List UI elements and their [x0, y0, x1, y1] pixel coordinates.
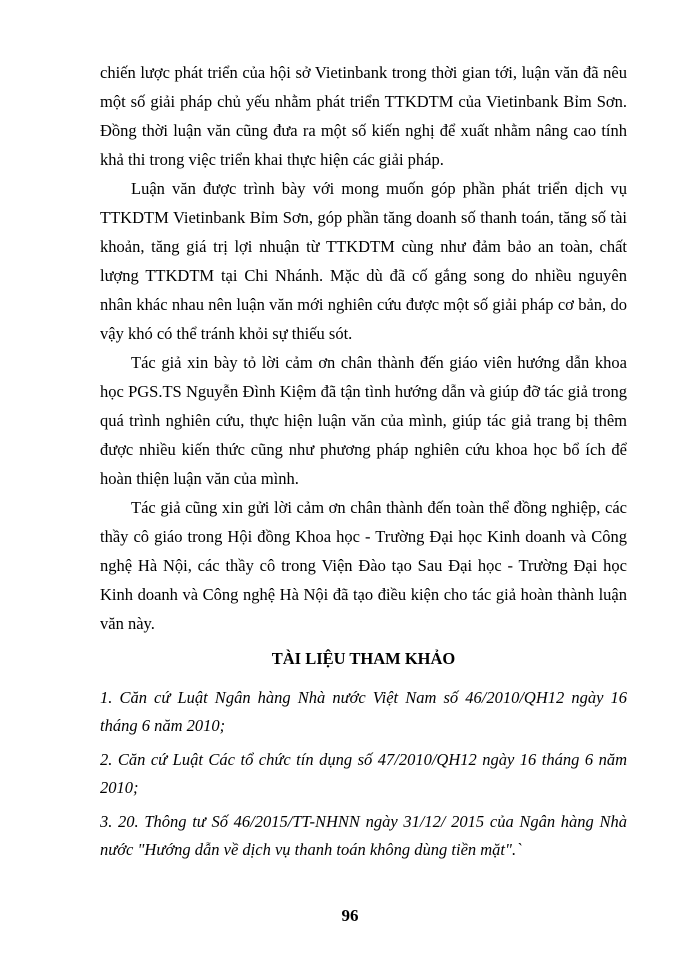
references-heading: TÀI LIỆU THAM KHẢO — [271, 649, 456, 668]
reference-item-3: 3. 20. Thông tư Số 46/2015/TT-NHNN ngày 31/12/ 2015 của Ngân hàng Nhà nước "Hướng dẫn về dịch vụ thanh toán không dùng tiền mặt".` — [100, 812, 627, 859]
body-paragraph-3: Tác giả xin bày tỏ lời cảm ơn chân thành đến giáo viên hướng dẫn khoa học PGS.TS Nguyễn Đình Kiệm đã tận tình hướng dẫn và giúp đỡ tác giả trong quá trình nghiên cứu, thực hiện luận văn của mình, giúp tác giả trang bị thêm được nhiều kiến thức cũng như phương pháp nghiên cứu khoa học bổ ích để hoàn thiện luận văn của mình. — [100, 353, 627, 488]
page-number: 96 — [341, 906, 359, 925]
body-paragraph-4: Tác giả cũng xin gửi lời cảm ơn chân thành đến toàn thể đồng nghiệp, các thầy cô giáo trong Hội đồng Khoa học - Trường Đại học Kinh doanh và Công nghệ Hà Nội, các thầy cô trong Viện Đào tạo Sau Đại học - Trường Đại học Kinh doanh và Công nghệ Hà Nội đã tạo điều kiện cho tác giả hoàn thành luận văn này. — [100, 498, 627, 633]
document-page — [100, 58, 627, 870]
body-paragraph-1: chiến lược phát triển của hội sở Vietinbank trong thời gian tới, luận văn đã nêu một số giải pháp chủ yếu nhằm phát triển TTKDTM của Vietinbank Bỉm Sơn. Đồng thời luận văn cũng đưa ra một số kiến nghị để xuất nhằm nâng cao tính khả thi trong việc triển khai thực hiện các giải pháp. — [100, 63, 627, 169]
reference-item-2: 2. Căn cứ Luật Các tổ chức tín dụng số 47/2010/QH12 ngày 16 tháng 6 năm 2010; — [100, 750, 627, 797]
body-paragraph-2: Luận văn được trình bày với mong muốn góp phần phát triển dịch vụ TTKDTM Vietinbank Bỉm Sơn, góp phần tăng doanh số thanh toán, tăng số tài khoản, tăng giá trị lợi nhuận từ TTKDTM cùng như đảm bảo an toàn, chất lượng TTKDTM tại Chi Nhánh. Mặc dù đã cố gắng song do nhiều nguyên nhân khác nhau nên luận văn mới nghiên cứu được một số giải pháp cơ bản, do vậy khó có thể tránh khỏi sự thiếu sót. — [100, 179, 627, 343]
reference-item-1: 1. Căn cứ Luật Ngân hàng Nhà nước Việt Nam số 46/2010/QH12 ngày 16 tháng 6 năm 2010; — [100, 688, 627, 735]
